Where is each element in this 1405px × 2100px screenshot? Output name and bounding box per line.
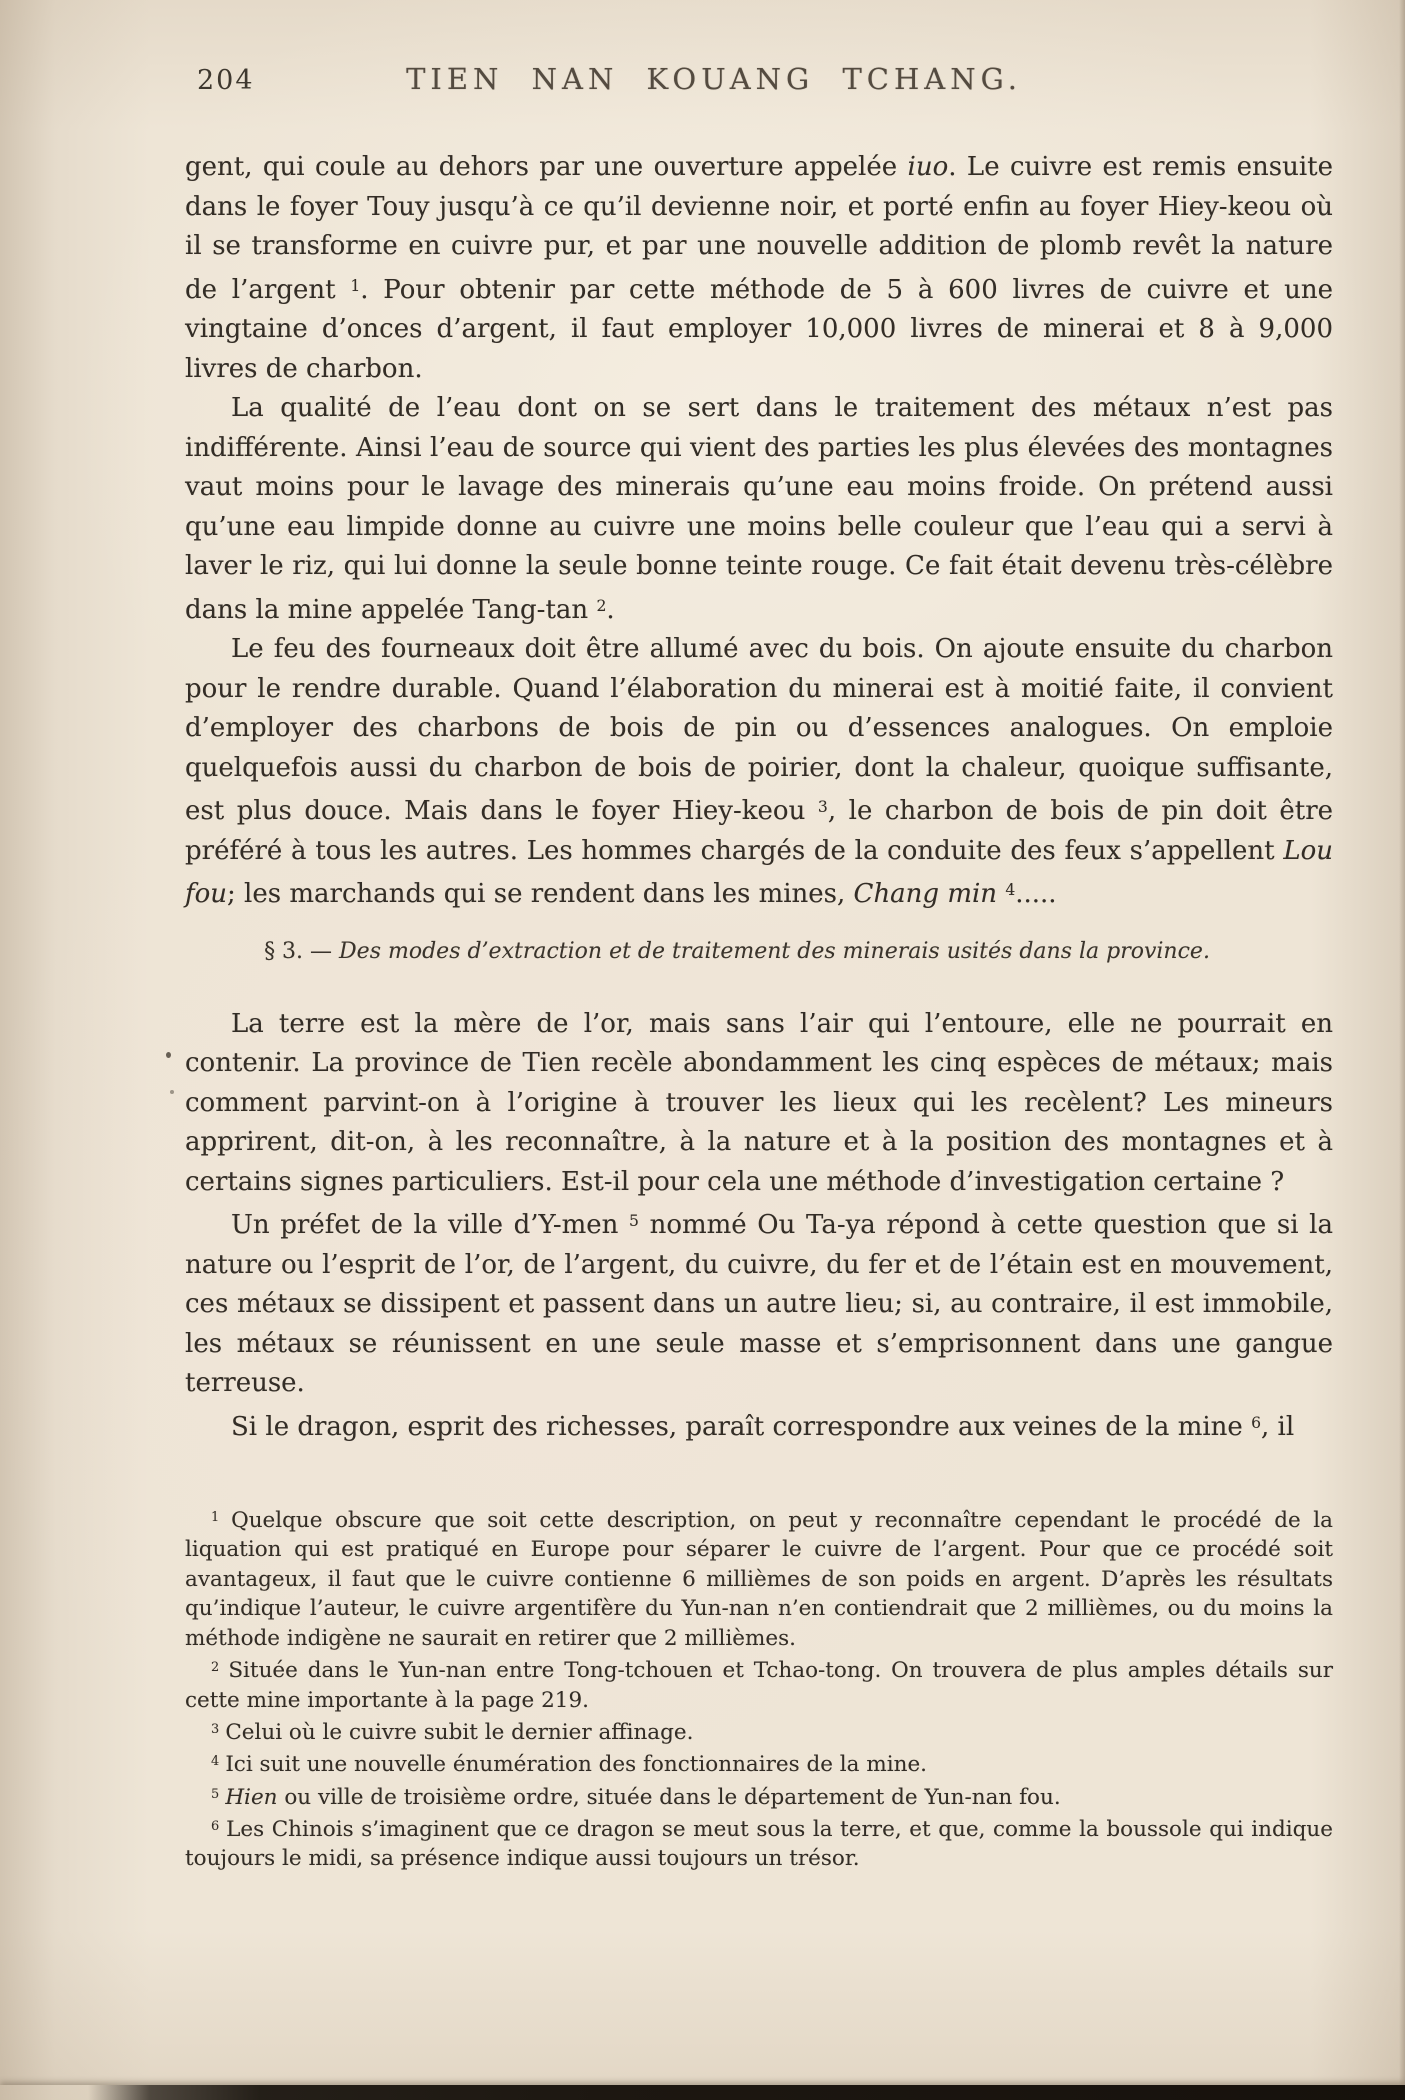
paragraph	[185, 630, 1333, 915]
text-segment: Le feu des fourneaux doit être allumé avec du bois. On ajoute ensuite du charbon pour le rendre durable. Quand l’élaboration du minerai est à moitié faite, il convient d’employer des charbons de bois de pin ou d’essences analogues. On emploie quelquefois aussi du charbon de bois de poirier, dont la chaleur, quoique suffisante, est plus douce. Mais dans le foyer Hiey-keou	[185, 634, 1333, 827]
paragraph	[185, 1005, 1333, 1203]
text-segment: ; les marchands qui se rendent dans les mines,	[227, 879, 854, 910]
text-segment: Celui où le cuivre subit le dernier affinage.	[225, 1719, 694, 1745]
text-segment: Lou fou	[185, 835, 1333, 910]
footnote-ref: 6	[1251, 1413, 1261, 1432]
footnote-marker: 5	[211, 1786, 224, 1802]
paragraph	[185, 389, 1333, 630]
footnote-marker: 2	[211, 1660, 227, 1676]
running-title: TIEN NAN KOUANG TCHANG.	[406, 62, 1022, 96]
footnote	[185, 1503, 1333, 1653]
section-heading	[163, 937, 1311, 967]
text-segment: .	[606, 594, 615, 625]
text-column	[185, 148, 1333, 1874]
text-segment: Si le dragon, esprit des richesses, paraît correspondre aux veines de la mine	[231, 1411, 1252, 1442]
text-segment: .....	[1015, 879, 1057, 910]
footnote	[185, 1812, 1333, 1874]
text-segment: Chang min	[853, 879, 998, 910]
text-segment: Située dans le Yun-nan entre Tong-tchouen et Tchao-tong. On trouvera de plus amples détails sur cette mine importante à la page 219.	[185, 1658, 1333, 1713]
scan-edge-right	[1399, 0, 1405, 2100]
paragraph	[185, 1404, 1333, 1448]
footnote-marker: 6	[211, 1819, 225, 1835]
body-paragraphs-top	[185, 148, 1333, 915]
footnote-marker: 4	[211, 1754, 224, 1770]
footnote-ref: 2	[596, 596, 607, 615]
text-segment: , il	[1261, 1411, 1295, 1442]
footnote-ref: 5	[629, 1212, 639, 1231]
text-segment: La terre est la mère de l’or, mais sans l’air qui l’entoure, elle ne pourrait en contenir. La province de Tien recèle abondamment les cinq espèces de métaux; mais comment parvint-on à l’origine à trouver les lieux qui les recèlent? Les mineurs apprirent, dit-on, à les reconnaître, à la nature et à la position des montagnes et à certains signes particuliers. Est-il pour cela une méthode d’investigation certaine ?	[185, 1008, 1333, 1197]
footnote-marker: 1	[211, 1510, 230, 1526]
text-segment: iuo	[907, 152, 949, 182]
text-segment: Un préfet de la ville d’Y-men	[231, 1210, 630, 1241]
footnotes-block	[185, 1503, 1333, 1874]
text-segment: ou ville de troisième ordre, située dans le département de Yun-nan fou.	[277, 1784, 1061, 1810]
text-segment: . Pour obtenir par cette méthode de 5 à 600 livres de cuivre et une vingtaine d’onces d’argent, il faut employer 10,000 livres de minerai et 8 à 9,000 livres de charbon.	[185, 274, 1333, 384]
ink-speck	[170, 1090, 174, 1094]
ink-speck	[166, 1052, 171, 1058]
text-segment: . Le cuivre est remis ensuite dans le foyer Touy jusqu’à ce qu’il devienne noir, et porté enfin au foyer Hiey-keou où il se transforme en cuivre pur, et par une nouvelle addition de plomb revêt la nature de l’argent	[185, 152, 1333, 305]
paragraph	[185, 1202, 1333, 1404]
footnote	[185, 1653, 1333, 1715]
page-number: 204	[197, 65, 255, 96]
text-segment: , le charbon de bois de pin doit être préféré à tous les autres. Les hommes chargés de la conduite des feux s’appellent	[185, 796, 1334, 866]
footnote-ref: 4	[1005, 881, 1016, 900]
text-segment: Les Chinois s’imaginent que ce dragon se meut sous la terre, et que, comme la boussole qui indique toujours le midi, sa présence indique aussi toujours un trésor.	[185, 1816, 1333, 1872]
text-segment: Des modes d’extraction et de traitement des minerais usités dans la province.	[339, 938, 1210, 964]
text-segment: Quelque obscure que soit cette description, on peut y reconnaître cependant le procédé de la liquation qui est pratiqué en Europe pour séparer le cuivre de l’argent. Pour que ce procédé soit avantageux, il faut que le cuivre contienne 6 millièmes de son poids en argent. D’après les résultats qu’indique l’auteur, le cuivre argentifère du Yun-nan n’en contiendrait que 2 millièmes, ou du moins la méthode indigène ne saurait en retirer que 2 millièmes.	[185, 1507, 1333, 1651]
footnote	[185, 1715, 1333, 1747]
footnote	[185, 1747, 1333, 1779]
body-paragraphs-bottom	[185, 1005, 1333, 1448]
footnote-ref: 1	[350, 276, 361, 295]
paragraph	[185, 148, 1333, 389]
footnote-marker: 3	[211, 1722, 224, 1738]
text-segment: Ici suit une nouvelle énumération des fonctionnaires de la mine.	[225, 1752, 928, 1778]
scan-edge-bottom	[0, 2085, 1405, 2100]
text-segment: § 3. —	[264, 938, 340, 964]
text-segment: La qualité de l’eau dont on se sert dans le traitement des métaux n’est pas indifférente. Ainsi l’eau de source qui vient des parties les plus élevées des montagnes vaut moins pour le lavage des minerais qu’une eau moins froide. On prétend aussi qu’une eau limpide donne au cuivre une moins belle couleur que l’eau qui a servi à laver le riz, qui lui donne la seule bonne teinte rouge. Ce fait était devenu très-célèbre dans la mine appelée Tang-tan	[185, 393, 1333, 625]
footnote	[185, 1780, 1333, 1812]
footnote-ref: 3	[817, 798, 828, 817]
text-segment: Hien	[225, 1784, 278, 1810]
text-segment: gent, qui coule au dehors par une ouverture appelée	[185, 152, 908, 182]
text-segment: nommé Ou Ta-ya répond à cette question que si la nature ou l’esprit de l’or, de l’argent, du cuivre, du fer et de l’étain est en mouvement, ces métaux se dissipent et passent dans un autre lieu; si, au contraire, il est immobile, les métaux se réunissent en une seule masse et s’emprisonnent dans une gangue terreuse.	[185, 1210, 1333, 1399]
